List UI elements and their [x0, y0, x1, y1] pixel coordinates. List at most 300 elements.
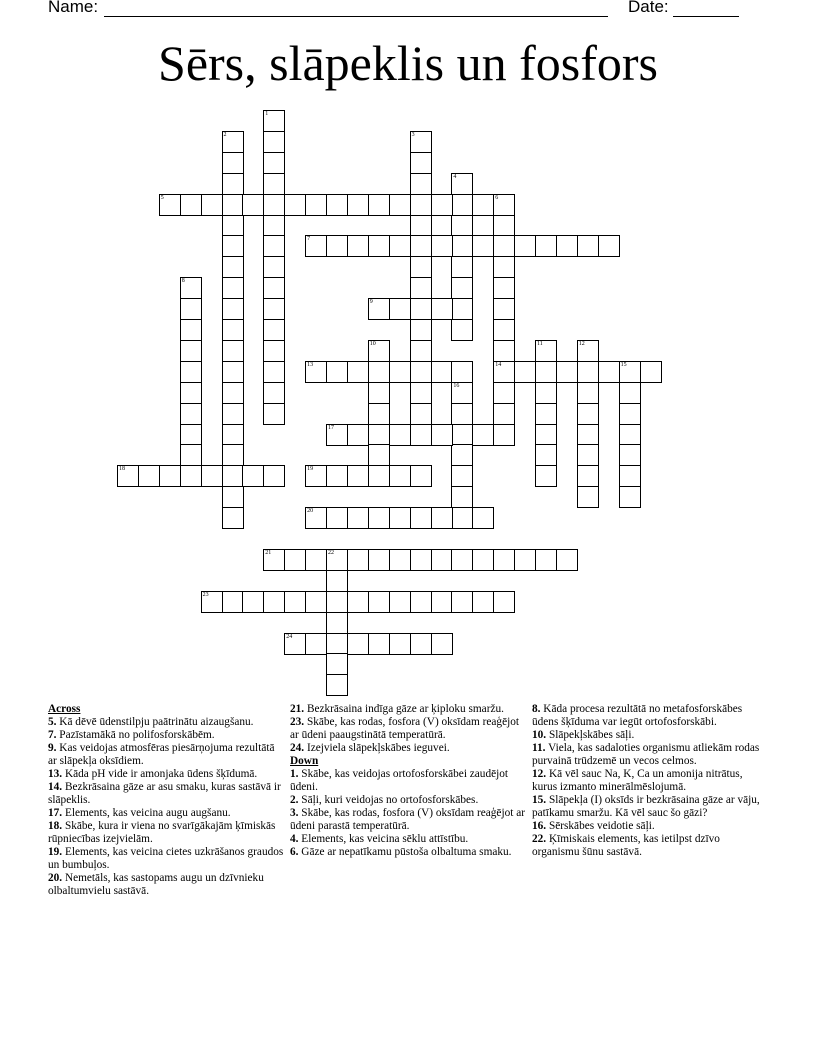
grid-cell[interactable] [451, 424, 473, 446]
grid-cell[interactable] [389, 361, 411, 383]
grid-cell[interactable] [347, 465, 369, 487]
grid-cell[interactable] [305, 549, 327, 571]
grid-cell[interactable] [305, 591, 327, 613]
grid-cell[interactable] [451, 256, 473, 278]
grid-cell[interactable] [410, 235, 432, 257]
grid-cell[interactable] [451, 549, 473, 571]
grid-cell[interactable] [493, 235, 515, 257]
grid-cell[interactable] [242, 194, 264, 216]
clue-text: Slāpekļskābes sāļi. [546, 729, 635, 741]
grid-cell[interactable] [263, 403, 285, 425]
grid-cell[interactable] [222, 361, 244, 383]
grid-cell[interactable] [222, 277, 244, 299]
grid-cell[interactable] [222, 403, 244, 425]
grid-cell[interactable] [451, 403, 473, 425]
clue-number: 9 [369, 299, 373, 306]
grid-cell[interactable] [431, 361, 453, 383]
grid-cell[interactable] [347, 591, 369, 613]
grid-cell[interactable] [431, 235, 453, 257]
clue-number: 13 [307, 361, 314, 368]
grid-cell[interactable] [577, 424, 599, 446]
grid-cell[interactable] [493, 194, 515, 216]
clue-text: Sāļi, kuri veidojas no ortofosforskābes. [298, 794, 479, 806]
grid-cell[interactable] [535, 235, 557, 257]
clue-number-label: 16. [532, 820, 547, 832]
grid-cell[interactable] [431, 424, 453, 446]
grid-cell[interactable] [514, 235, 536, 257]
clue-number-label: 1. [290, 768, 299, 780]
grid-cell[interactable] [347, 633, 369, 655]
grid-cell[interactable] [326, 633, 348, 655]
clue-number-label: 20. [48, 872, 63, 884]
grid-cell[interactable] [368, 235, 390, 257]
grid-cell[interactable] [159, 465, 181, 487]
clue-number-label: 6. [290, 846, 299, 858]
grid-cell[interactable] [368, 549, 390, 571]
grid-cell[interactable] [305, 361, 327, 383]
grid-cell[interactable] [263, 194, 285, 216]
grid-cell[interactable] [410, 340, 432, 362]
clue-number-label: 22. [532, 833, 547, 845]
grid-cell[interactable] [389, 507, 411, 529]
clues-column-2 [290, 703, 526, 859]
grid-cell[interactable] [222, 444, 244, 466]
grid-cell[interactable] [410, 549, 432, 571]
grid-cell[interactable] [451, 591, 473, 613]
grid-cell[interactable] [535, 403, 557, 425]
grid-cell[interactable] [556, 235, 578, 257]
grid-cell[interactable] [451, 444, 473, 466]
clue-text: Kā vēl sauc Na, K, Ca un amonija nitrātus, kurus izmanto minerālmēslojumā. [532, 768, 743, 793]
clue-item [48, 768, 284, 781]
grid-cell[interactable] [493, 424, 515, 446]
grid-cell[interactable] [451, 235, 473, 257]
clue-number-label: 17. [48, 807, 63, 819]
clue-item [290, 703, 526, 716]
grid-cell[interactable] [222, 340, 244, 362]
grid-cell[interactable] [410, 465, 432, 487]
grid-cell[interactable] [619, 382, 641, 404]
grid-cell[interactable] [577, 403, 599, 425]
clue-number: 23 [202, 591, 209, 598]
grid-cell[interactable] [493, 340, 515, 362]
grid-cell[interactable] [180, 444, 202, 466]
across-clue-list [48, 716, 284, 898]
grid-cell[interactable] [389, 633, 411, 655]
grid-cell[interactable] [222, 591, 244, 613]
grid-cell[interactable] [389, 549, 411, 571]
grid-cell[interactable] [535, 444, 557, 466]
grid-cell[interactable] [410, 361, 432, 383]
grid-cell[interactable] [180, 465, 202, 487]
grid-cell[interactable] [347, 507, 369, 529]
clue-number-label: 12. [532, 768, 547, 780]
grid-cell[interactable] [263, 256, 285, 278]
clue-number-label: 23. [290, 716, 305, 728]
grid-cell[interactable] [222, 424, 244, 446]
grid-cell[interactable] [431, 591, 453, 613]
page-title: Sērs, slāpeklis un fosfors [158, 35, 658, 91]
grid-cell[interactable] [222, 235, 244, 257]
grid-cell[interactable] [493, 549, 515, 571]
clue-item [48, 807, 284, 820]
grid-cell[interactable] [263, 173, 285, 195]
grid-cell[interactable] [368, 424, 390, 446]
grid-cell[interactable] [389, 235, 411, 257]
clue-item [290, 742, 526, 755]
grid-cell[interactable] [180, 382, 202, 404]
grid-cell[interactable] [410, 215, 432, 237]
grid-cell[interactable] [514, 361, 536, 383]
clue-text: Skābe, kas veidojas ortofosforskābei zaudējot ūdeni. [290, 768, 509, 793]
grid-cell[interactable] [556, 549, 578, 571]
grid-cell[interactable] [577, 340, 599, 362]
grid-cell[interactable] [222, 152, 244, 174]
grid-cell[interactable] [389, 298, 411, 320]
clue-number: 19 [307, 466, 314, 473]
grid-cell[interactable] [514, 549, 536, 571]
grid-cell[interactable] [284, 633, 306, 655]
clue-item [290, 833, 526, 846]
grid-cell[interactable] [577, 235, 599, 257]
grid-cell[interactable] [222, 131, 244, 153]
grid-cell[interactable] [222, 465, 244, 487]
grid-cell[interactable] [180, 319, 202, 341]
grid-cell[interactable] [451, 194, 473, 216]
grid-cell[interactable] [263, 591, 285, 613]
grid-cell[interactable] [619, 403, 641, 425]
grid-cell[interactable] [263, 298, 285, 320]
grid-cell[interactable] [410, 256, 432, 278]
clue-item [532, 742, 768, 768]
grid-cell[interactable] [368, 382, 390, 404]
grid-cell[interactable] [368, 403, 390, 425]
clue-number-label: 19. [48, 846, 63, 858]
grid-cell[interactable] [368, 633, 390, 655]
grid-cell[interactable] [326, 507, 348, 529]
clue-number-label: 8. [532, 703, 541, 715]
clue-number-label: 14. [48, 781, 63, 793]
grid-cell[interactable] [263, 465, 285, 487]
clue-item [532, 794, 768, 820]
grid-cell[interactable] [305, 633, 327, 655]
grid-cell[interactable] [389, 465, 411, 487]
grid-cell[interactable] [410, 403, 432, 425]
grid-cell[interactable] [493, 277, 515, 299]
grid-cell[interactable] [201, 465, 223, 487]
clue-text: Skābe, kas rodas, fosfora (V) oksīdam reaģējot ar ūdeni parastā temperatūrā. [290, 807, 525, 832]
grid-cell[interactable] [180, 194, 202, 216]
grid-cell[interactable] [410, 152, 432, 174]
grid-cell[interactable] [619, 424, 641, 446]
grid-cell[interactable] [159, 194, 181, 216]
clue-item [532, 768, 768, 794]
grid-cell[interactable] [284, 549, 306, 571]
grid-cell[interactable] [222, 215, 244, 237]
grid-cell[interactable] [305, 235, 327, 257]
grid-cell[interactable] [493, 215, 515, 237]
clue-item [48, 716, 284, 729]
clue-text: Kāda procesa rezultātā no metafosforskābes ūdens šķīduma var iegūt ortofosforskābi. [532, 703, 743, 728]
grid-cell[interactable] [577, 486, 599, 508]
grid-cell[interactable] [493, 591, 515, 613]
grid-cell[interactable] [493, 319, 515, 341]
clue-number-label: 18. [48, 820, 63, 832]
grid-cell[interactable] [326, 612, 348, 634]
grid-cell[interactable] [222, 486, 244, 508]
grid-cell[interactable] [284, 591, 306, 613]
grid-cell[interactable] [263, 340, 285, 362]
clue-text: Skābe, kas rodas, fosfora (V) oksīdam reaģējot ar ūdeni paaugstinātā temperatūrā. [290, 716, 520, 741]
grid-cell[interactable] [451, 361, 473, 383]
down-clue-list-continued [532, 703, 768, 859]
grid-cell[interactable] [451, 298, 473, 320]
clue-number: 2 [223, 131, 227, 138]
grid-cell[interactable] [535, 424, 557, 446]
grid-cell[interactable] [201, 591, 223, 613]
grid-cell[interactable] [180, 298, 202, 320]
grid-cell[interactable] [326, 674, 348, 696]
grid-cell[interactable] [410, 424, 432, 446]
clue-number-label: 10. [532, 729, 547, 741]
clue-number: 15 [620, 361, 627, 368]
clue-number: 14 [495, 361, 502, 368]
grid-cell[interactable] [619, 465, 641, 487]
grid-cell[interactable] [326, 424, 348, 446]
grid-cell[interactable] [431, 507, 453, 529]
grid-cell[interactable] [242, 465, 264, 487]
clue-text: Kāda pH vide ir amonjaka ūdens šķīdumā. [62, 768, 258, 780]
clue-item [532, 703, 768, 729]
grid-cell[interactable] [326, 570, 348, 592]
clue-text: Viela, kas sadaloties organismu atliekām rodas purvainā trūdzemē un vecos celmos. [532, 742, 760, 767]
clue-number: 16 [453, 382, 460, 389]
grid-cell[interactable] [472, 591, 494, 613]
clue-text: Pazīstamākā no polifosforskābēm. [56, 729, 215, 741]
clues-column-3 [532, 703, 768, 859]
clue-number: 4 [453, 173, 457, 180]
clue-number: 24 [286, 633, 293, 640]
grid-cell[interactable] [535, 549, 557, 571]
grid-cell[interactable] [368, 194, 390, 216]
grid-cell[interactable] [326, 361, 348, 383]
grid-cell[interactable] [263, 549, 285, 571]
grid-cell[interactable] [389, 424, 411, 446]
clue-item [532, 729, 768, 742]
grid-cell[interactable] [263, 131, 285, 153]
grid-cell[interactable] [368, 361, 390, 383]
grid-cell[interactable] [242, 591, 264, 613]
grid-cell[interactable] [577, 444, 599, 466]
grid-cell[interactable] [451, 319, 473, 341]
clue-text: Elements, kas veicina cietes uzkrāšanos graudos un bumbuļos. [48, 846, 284, 871]
grid-cell[interactable] [222, 319, 244, 341]
grid-cell[interactable] [347, 424, 369, 446]
grid-cell[interactable] [326, 653, 348, 675]
grid-cell[interactable] [326, 591, 348, 613]
grid-cell[interactable] [410, 173, 432, 195]
clue-item [532, 820, 768, 833]
grid-cell[interactable] [347, 549, 369, 571]
grid-cell[interactable] [410, 319, 432, 341]
clue-number-label: 5. [48, 716, 57, 728]
grid-cell[interactable] [619, 361, 641, 383]
grid-cell[interactable] [410, 277, 432, 299]
grid-cell[interactable] [117, 465, 139, 487]
grid-cell[interactable] [410, 131, 432, 153]
grid-cell[interactable] [451, 173, 473, 195]
grid-cell[interactable] [472, 235, 494, 257]
grid-cell[interactable] [493, 403, 515, 425]
clue-item [290, 716, 526, 742]
grid-cell[interactable] [431, 633, 453, 655]
grid-cell[interactable] [305, 507, 327, 529]
grid-cell[interactable] [180, 277, 202, 299]
clue-number: 21 [265, 549, 272, 556]
clue-number: 5 [160, 194, 164, 201]
grid-cell[interactable] [451, 382, 473, 404]
clue-number: 7 [307, 236, 311, 243]
grid-cell[interactable] [556, 361, 578, 383]
grid-cell[interactable] [619, 444, 641, 466]
clue-number-label: 3. [290, 807, 299, 819]
grid-cell[interactable] [222, 382, 244, 404]
grid-cell[interactable] [410, 591, 432, 613]
clue-text: Bezkrāsaina indīga gāze ar ķiploku smaržu. [304, 703, 504, 715]
grid-cell[interactable] [431, 298, 453, 320]
clue-text: Izejviela slāpekļskābes ieguvei. [304, 742, 450, 754]
grid-cell[interactable] [451, 215, 473, 237]
grid-cell[interactable] [222, 173, 244, 195]
grid-cell[interactable] [472, 424, 494, 446]
clue-text: Gāze ar nepatīkamu pūstoša olbaltuma smaku. [298, 846, 512, 858]
clue-number: 6 [495, 194, 499, 201]
clue-number: 20 [307, 508, 314, 515]
clue-number: 10 [369, 340, 376, 347]
grid-cell[interactable] [368, 465, 390, 487]
grid-cell[interactable] [368, 444, 390, 466]
grid-cell[interactable] [431, 194, 453, 216]
clue-text: Nemetāls, kas sastopams augu un dzīvnieku olbaltumvielu sastāvā. [48, 872, 264, 897]
grid-cell[interactable] [263, 235, 285, 257]
grid-cell[interactable] [389, 591, 411, 613]
grid-cell[interactable] [410, 298, 432, 320]
grid-cell[interactable] [368, 340, 390, 362]
grid-cell[interactable] [180, 340, 202, 362]
clue-item [48, 820, 284, 846]
grid-cell[interactable] [535, 382, 557, 404]
grid-cell[interactable] [535, 361, 557, 383]
grid-cell[interactable] [493, 382, 515, 404]
grid-cell[interactable] [347, 235, 369, 257]
grid-cell[interactable] [451, 486, 473, 508]
grid-cell[interactable] [326, 465, 348, 487]
grid-cell[interactable] [326, 194, 348, 216]
grid-cell[interactable] [493, 256, 515, 278]
grid-cell[interactable] [640, 361, 662, 383]
grid-cell[interactable] [472, 549, 494, 571]
grid-cell[interactable] [410, 382, 432, 404]
clue-number-label: 2. [290, 794, 299, 806]
grid-cell[interactable] [410, 633, 432, 655]
grid-cell[interactable] [368, 298, 390, 320]
grid-cell[interactable] [368, 591, 390, 613]
clue-text: Kas veidojas atmosfēras piesārņojuma rezultātā ar slāpekļa oksīdiem. [48, 742, 275, 767]
grid-cell[interactable] [222, 256, 244, 278]
grid-cell[interactable] [493, 361, 515, 383]
grid-cell[interactable] [535, 465, 557, 487]
grid-cell[interactable] [138, 465, 160, 487]
grid-cell[interactable] [263, 361, 285, 383]
grid-cell[interactable] [472, 507, 494, 529]
grid-cell[interactable] [180, 424, 202, 446]
grid-cell[interactable] [180, 403, 202, 425]
grid-cell[interactable] [493, 298, 515, 320]
grid-cell[interactable] [305, 465, 327, 487]
clue-item [290, 794, 526, 807]
grid-cell[interactable] [263, 319, 285, 341]
clue-number: 3 [411, 131, 415, 138]
grid-cell[interactable] [577, 382, 599, 404]
grid-cell[interactable] [472, 194, 494, 216]
grid-cell[interactable] [326, 235, 348, 257]
grid-cell[interactable] [326, 549, 348, 571]
grid-cell[interactable] [222, 194, 244, 216]
grid-cell[interactable] [263, 152, 285, 174]
grid-cell[interactable] [410, 507, 432, 529]
grid-cell[interactable] [222, 298, 244, 320]
grid-cell[interactable] [180, 361, 202, 383]
grid-cell[interactable] [347, 194, 369, 216]
grid-cell[interactable] [263, 110, 285, 132]
grid-cell[interactable] [451, 277, 473, 299]
grid-cell[interactable] [451, 507, 473, 529]
grid-cell[interactable] [451, 465, 473, 487]
clue-number: 1 [265, 111, 269, 117]
grid-cell[interactable] [535, 340, 557, 362]
grid-cell[interactable] [577, 465, 599, 487]
grid-cell[interactable] [263, 277, 285, 299]
clue-number-label: 9. [48, 742, 57, 754]
grid-cell[interactable] [577, 361, 599, 383]
clue-item [48, 729, 284, 742]
clue-text: Sērskābes veidotie sāļi. [546, 820, 655, 832]
grid-cell[interactable] [347, 361, 369, 383]
grid-cell[interactable] [619, 486, 641, 508]
clue-text: Slāpekļa (I) oksīds ir bezkrāsaina gāze ar vāju, patīkamu smaržu. Kā vēl sauc šo gāzi? [532, 794, 760, 819]
grid-cell[interactable] [263, 382, 285, 404]
clue-item [290, 768, 526, 794]
clue-item [48, 872, 284, 898]
down-clue-list [290, 768, 526, 859]
grid-cell[interactable] [598, 235, 620, 257]
grid-cell[interactable] [431, 549, 453, 571]
clue-item [290, 807, 526, 833]
grid-cell[interactable] [201, 194, 223, 216]
grid-cell[interactable] [263, 215, 285, 237]
clue-number-label: 4. [290, 833, 299, 845]
grid-cell[interactable] [305, 194, 327, 216]
across-heading: Across [48, 703, 81, 715]
grid-cell[interactable] [410, 194, 432, 216]
grid-cell[interactable] [284, 194, 306, 216]
clue-number-label: 7. [48, 729, 57, 741]
grid-cell[interactable] [598, 361, 620, 383]
clue-number: 18 [119, 466, 125, 473]
grid-cell[interactable] [368, 507, 390, 529]
grid-cell[interactable] [222, 507, 244, 529]
grid-cell[interactable] [389, 194, 411, 216]
